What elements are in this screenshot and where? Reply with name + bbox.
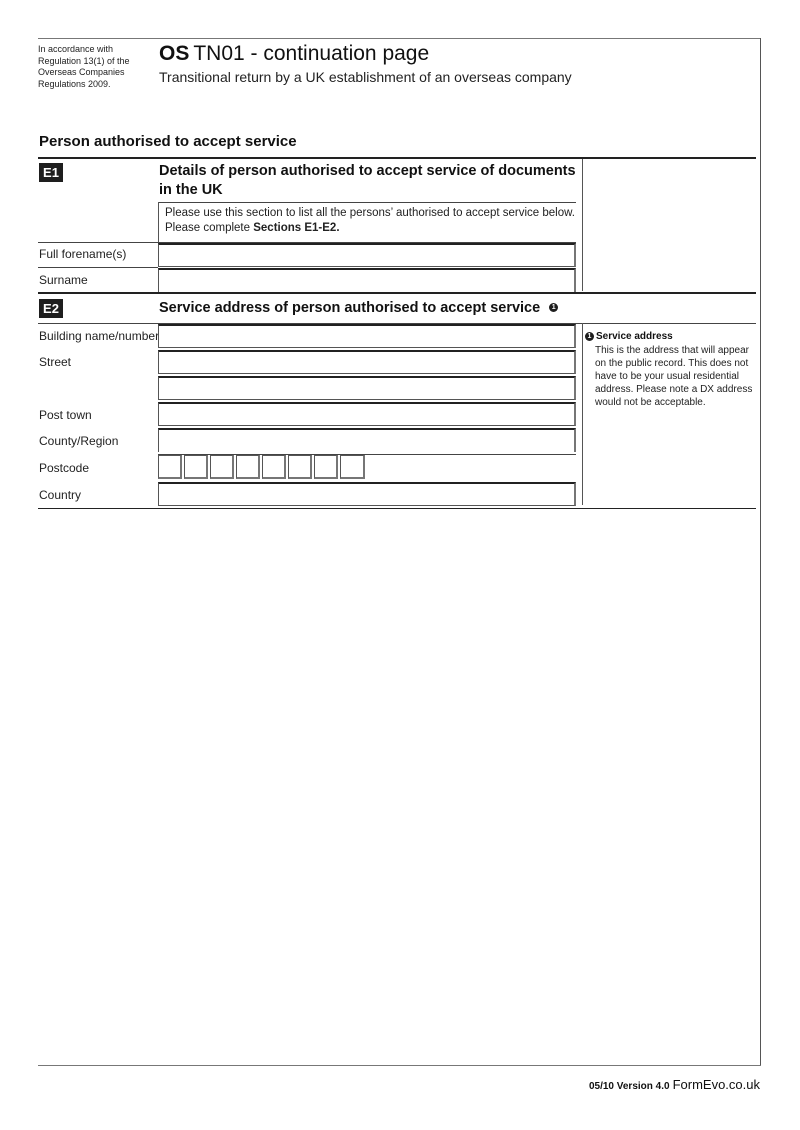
e1-title: Details of person authorised to accept service of documents in the UK	[159, 163, 576, 198]
e1-instruction-left-rule	[158, 202, 159, 242]
guidance-title: Service address	[596, 331, 673, 342]
brand-text: FormEvo.co.uk	[672, 1077, 760, 1092]
guidance-info-icon: 1	[585, 332, 594, 341]
postcode-box-7[interactable]	[314, 455, 338, 479]
guidance-title-row	[585, 330, 757, 343]
postcode-box-8[interactable]	[340, 455, 365, 479]
forename-label: Full forename(s)	[39, 247, 127, 261]
page-top-rule	[38, 38, 761, 39]
regulation-note: In accordance with Regulation 13(1) of the Overseas Companies Regulations 2009.	[38, 44, 130, 89]
guidance-body: This is the address that will appear on the public record. This does not have to be your usual residential address. Please note a DX address would not be acceptable.	[595, 345, 753, 408]
county-input[interactable]	[158, 428, 576, 452]
country-input[interactable]	[158, 482, 576, 506]
page-bottom-rule	[38, 1065, 761, 1066]
form-code: OS	[159, 42, 190, 65]
e2-badge: E2	[39, 299, 63, 318]
e1-instruction-text: Please use this section to list all the persons’ authorised to accept service below. Please complete	[165, 207, 575, 234]
street-label: Street	[39, 355, 72, 369]
postcode-label: Postcode	[39, 461, 90, 475]
service-address-guidance	[585, 330, 757, 409]
section-heading: Person authorised to accept service	[39, 133, 297, 150]
e2-title	[159, 299, 558, 318]
postcode-box-2[interactable]	[184, 455, 208, 479]
building-label: Building name/number	[39, 329, 160, 343]
e1-instruction-top-rule	[158, 202, 576, 203]
page-title	[159, 42, 429, 66]
e1-instruction	[165, 206, 577, 236]
postcode-box-1[interactable]	[158, 455, 182, 479]
page-subtitle: Transitional return by a UK establishment of an overseas company	[159, 69, 572, 85]
footer	[589, 1076, 760, 1094]
e2-bottom-rule	[38, 508, 756, 509]
section-rule	[38, 157, 756, 159]
e1-badge: E1	[39, 163, 63, 182]
postcode-box-4[interactable]	[236, 455, 260, 479]
e2-guidance-divider	[582, 323, 583, 505]
e2-title-text: Service address of person authorised to accept service	[159, 300, 541, 316]
county-label: County/Region	[39, 434, 119, 448]
e2-top-rule	[38, 292, 756, 294]
postcode-box-3[interactable]	[210, 455, 234, 479]
building-input[interactable]	[158, 324, 576, 348]
form-title: TN01 - continuation page	[193, 42, 430, 65]
forename-label-rule	[38, 267, 158, 268]
e1-instruction-bold: Sections E1-E2.	[253, 222, 340, 234]
post-town-label: Post town	[39, 408, 92, 422]
street-input-2[interactable]	[158, 376, 576, 400]
page-right-rule	[760, 38, 761, 1066]
version-text: 05/10 Version 4.0	[588, 1081, 670, 1092]
postcode-box-6[interactable]	[288, 455, 312, 479]
info-note-icon: 1	[549, 303, 558, 312]
post-town-input[interactable]	[158, 402, 576, 426]
surname-input[interactable]	[158, 268, 576, 292]
country-label: Country	[39, 488, 82, 502]
street-input-1[interactable]	[158, 350, 576, 374]
forename-input[interactable]	[158, 243, 576, 267]
surname-label: Surname	[39, 273, 88, 287]
e1-guidance-divider	[582, 159, 583, 291]
postcode-box-5[interactable]	[262, 455, 286, 479]
